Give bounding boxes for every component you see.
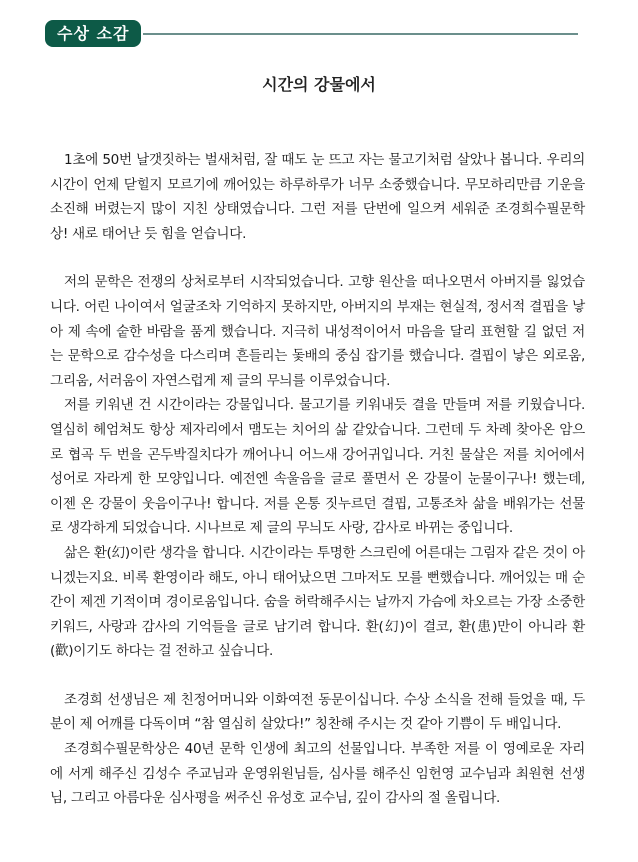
section-header [45, 20, 578, 48]
section-badge: 수상 소감 [45, 20, 141, 47]
paragraph-gap [50, 246, 585, 270]
paragraph: 조경희수필문학상은 40년 문학 인생에 최고의 선물입니다. 부족한 저를 이 영예로운 자리에 서게 해주신 김성수 주교님과 운영위원님들, 심사를 해주신 임헌영 교수님과 최원현 선생님, 그리고 아름다운 심사평을 써주신 유성호 교수님, 깊이 감사의 절 올립니다. [50, 741, 585, 807]
page-title: 시간의 강물에서 [262, 75, 376, 94]
paragraph: 조경희 선생님은 제 친정어머니와 이화여전 동문이십니다. 수상 소식을 전해 들었을 때, 두 분이 제 어깨를 다독이며 “참 열심히 살았다!” 칭찬해 주시는 것 같아 기쁨이 두 배입니다. [50, 691, 585, 733]
paragraph-gap [50, 664, 585, 688]
paragraph: 저를 키워낸 건 시간이라는 강물입니다. 물고기를 키워내듯 결을 만들며 저를 키웠습니다. 열심히 헤엄쳐도 항상 제자리에서 맴도는 치어의 삶 같았습니다. 그런데 두 차례 찾아온 암으로 협곡 두 번을 곤두박질치다가 깨어나니 어느새 강어귀입니다. 거친 물살은 저를 치어에서 성어로 자라게 한 모양입니다. 예전엔 속울음을 글로 풀면서 온 강물이 눈물이구나! 했는데, 이젠 온 강물이 웃음이구나! 합니다. 저를 온통 짓누르던 결핍, 고통조차 삶을 배워가는 선물로 생각하게 되었습니다. 시나브로 제 글의 무늬도 사랑, 감사로 바뀌는 중입니다. [50, 397, 585, 537]
paragraph: 삶은 환(幻)이란 생각을 합니다. 시간이라는 투명한 스크린에 어른대는 그림자 같은 것이 아니겠는지요. 비록 환영이라 해도, 아니 태어났으면 그마저도 모를 뻔했습니다. 깨어있는 매 순간이 제겐 기적이며 경이로움입니다. 숨을 허락해주시는 날까지 가슴에 차오르는 가장 소중한 키워드, 사랑과 감사의 기억들을 글로 남기려 합니다. 환(幻)이 결코, 환(患)만이 아니라 환(歡)이기도 하다는 걸 전하고 싶습니다. [50, 544, 585, 660]
paragraph: 저의 문학은 전쟁의 상처로부터 시작되었습니다. 고향 원산을 떠나오면서 아버지를 잃었습니다. 어린 나이여서 얼굴조차 기억하지 못하지만, 아버지의 부재는 현실적, 정서적 결핍을 낳아 제 속에 숱한 바람을 품게 했습니다. 지극히 내성적이어서 마음을 달리 표현할 길 없던 저는 문학으로 감수성을 다스리며 흔들리는 돛배의 중심 잡기를 했습니다. 결핍이 낳은 외로움, 그리움, 서러움이 자연스럽게 제 글의 무늬를 이루었습니다. [50, 274, 585, 389]
paragraph: 1초에 50번 날갯짓하는 벌새처럼, 잘 때도 눈 뜨고 자는 물고기처럼 살았나 봅니다. 우리의 시간이 언제 닫힐지 모르기에 깨어있는 하루하루가 너무 소중했습니다. 무모하리만큼 기운을 소진해 버렸는지 많이 지친 상태였습니다. 그런 저를 단번에 일으켜 세워준 조경희수필문학상! 새로 태어난 듯 힘을 얻습니다. [50, 152, 585, 242]
header-divider [143, 33, 578, 35]
article-body [50, 148, 585, 811]
